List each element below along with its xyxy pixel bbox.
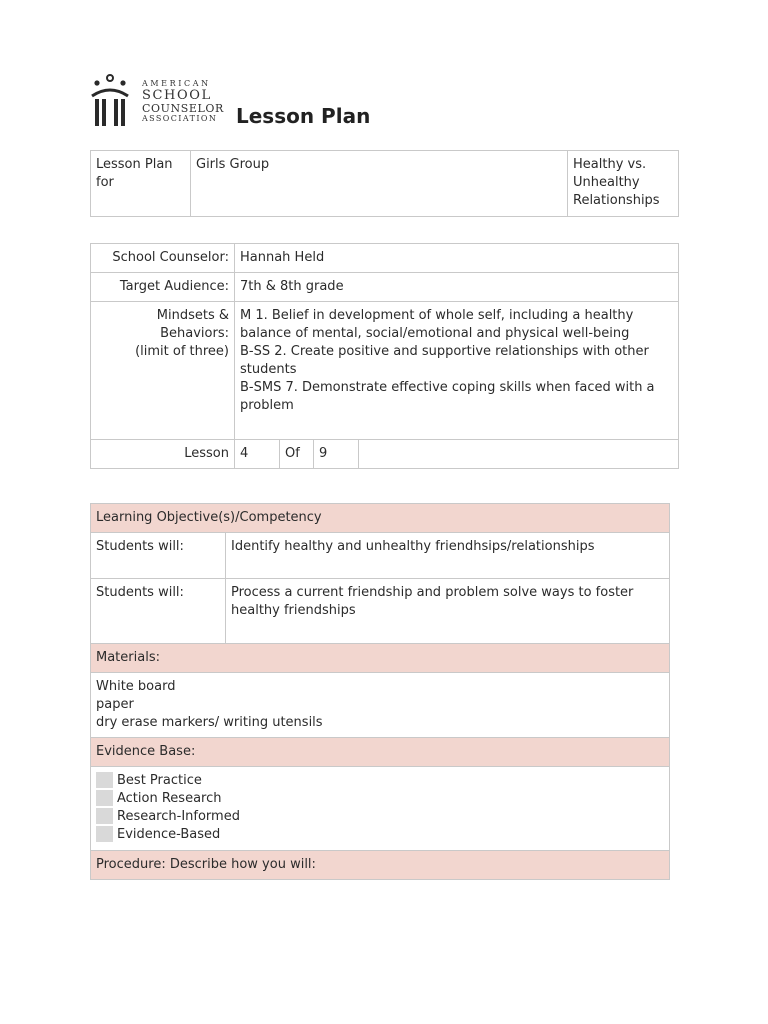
- evidence-base-options: [91, 767, 670, 851]
- table-row: [91, 579, 670, 644]
- table-row: [91, 244, 679, 273]
- lesson-total: 9: [314, 440, 359, 469]
- students-will-label: Students will:: [91, 533, 226, 579]
- mindsets-label-line-3: (limit of three): [135, 344, 229, 359]
- school-counselor-value: Hannah Held: [235, 244, 679, 273]
- evidence-option-action-research[interactable]: [96, 790, 664, 808]
- objectives-table: [90, 503, 670, 880]
- asca-logo: [90, 72, 230, 130]
- target-audience-value: 7th & 8th grade: [235, 273, 679, 302]
- table-row: [91, 440, 679, 469]
- school-counselor-label: School Counselor:: [91, 244, 235, 273]
- evidence-option-label: Research-Informed: [117, 809, 240, 824]
- logo-line-association: ASSOCIATION: [142, 114, 218, 123]
- table-row: [91, 738, 670, 767]
- table-row: [91, 151, 679, 217]
- table-row: [91, 533, 670, 579]
- counselor-info-table: [90, 243, 679, 469]
- asca-columns-logo-icon: [90, 72, 130, 128]
- evidence-option-research-informed[interactable]: [96, 808, 664, 826]
- checkbox[interactable]: [96, 826, 113, 842]
- table-row: [91, 851, 670, 880]
- mindsets-label-line-2: Behaviors:: [160, 326, 229, 341]
- table-row: [91, 273, 679, 302]
- logo-line-counselor: COUNSELOR: [142, 102, 224, 115]
- target-audience-label: Target Audience:: [91, 273, 235, 302]
- evidence-option-label: Best Practice: [117, 773, 202, 788]
- procedure-header: Procedure: Describe how you will:: [91, 851, 670, 880]
- checkbox[interactable]: [96, 790, 113, 806]
- evidence-option-evidence-based[interactable]: [96, 826, 664, 844]
- logo-line-school: SCHOOL: [142, 88, 212, 103]
- mindsets-label-line-1: Mindsets &: [156, 308, 229, 323]
- evidence-option-label: Action Research: [117, 791, 222, 806]
- table-row: [91, 673, 670, 738]
- students-will-label: Students will:: [91, 579, 226, 644]
- objective-text: Identify healthy and unhealthy friendhsips/relationships: [226, 533, 670, 579]
- table-row: [91, 644, 670, 673]
- learning-objective-header: Learning Objective(s)/Competency: [91, 504, 670, 533]
- evidence-option-best-practice[interactable]: [96, 772, 664, 790]
- mindsets-behaviors-label: [91, 302, 235, 440]
- checkbox[interactable]: [96, 772, 113, 788]
- lesson-plan-for-label: Lesson Plan for: [91, 151, 191, 217]
- lesson-topic: Healthy vs. Unhealthy Relationships: [568, 151, 679, 217]
- table-row: [91, 767, 670, 851]
- table-row: [91, 504, 670, 533]
- objective-text: Process a current friendship and problem solve ways to foster healthy friendships: [226, 579, 670, 644]
- lesson-count-blank: [359, 440, 679, 469]
- mindsets-behaviors-value: M 1. Belief in development of whole self, including a healthy balance of mental, social/emotional and physical well-being B-SS 2. Create positive and supportive relationships with other students B-SMS 7. Demonstrate effective coping skills when faced with a problem: [235, 302, 679, 440]
- materials-header: Materials:: [91, 644, 670, 673]
- materials-list: White board paper dry erase markers/ writing utensils: [91, 673, 670, 738]
- lesson-number: 4: [235, 440, 280, 469]
- lesson-label: Lesson: [91, 440, 235, 469]
- group-name: Girls Group: [191, 151, 568, 217]
- page-title: Lesson Plan: [236, 104, 371, 128]
- evidence-base-header: Evidence Base:: [91, 738, 670, 767]
- checkbox[interactable]: [96, 808, 113, 824]
- evidence-option-label: Evidence-Based: [117, 827, 221, 842]
- logo-wordmark: [142, 80, 224, 123]
- lesson-plan-for-table: [90, 150, 679, 217]
- of-label: Of: [280, 440, 314, 469]
- table-row: [91, 302, 679, 440]
- logo-line-american: AMERICAN: [142, 79, 211, 88]
